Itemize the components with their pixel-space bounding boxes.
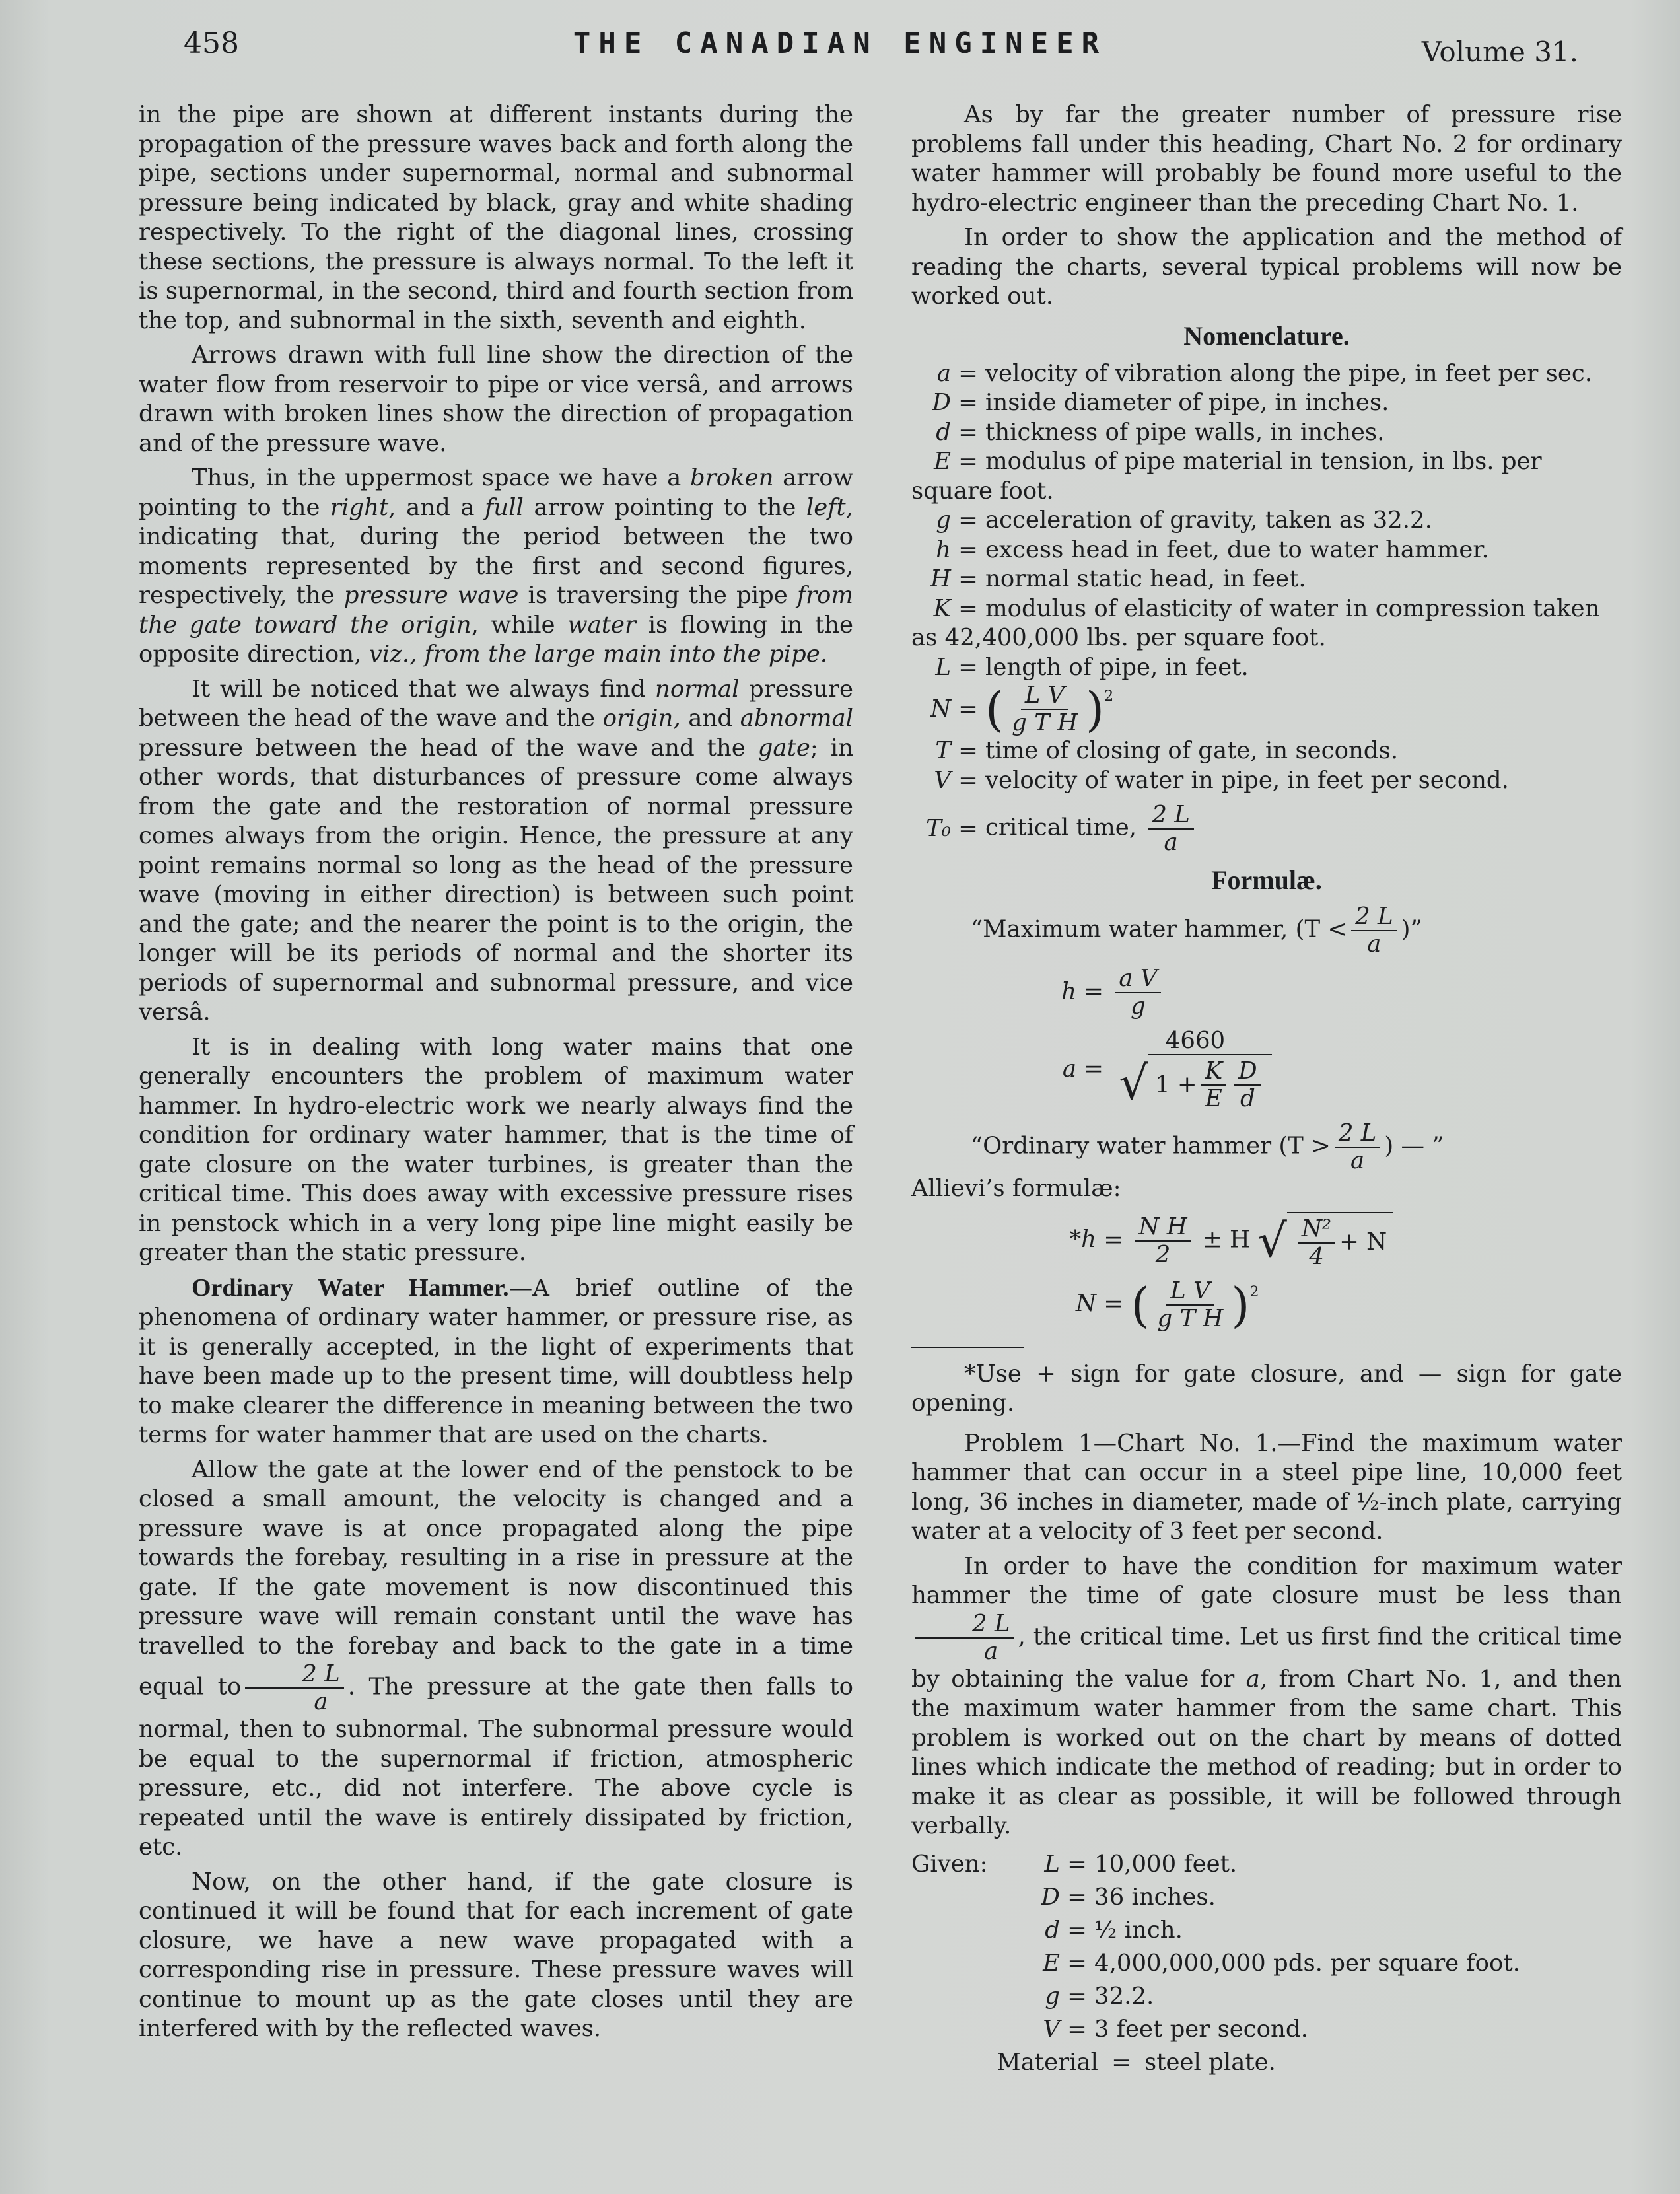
given-item: E = 4,000,000,000 pds. per square foot. (1043, 1949, 1520, 1977)
page-number: 458 (184, 26, 239, 60)
formula-h: h = $\frac{\text{a V}}{g}$ (911, 966, 1622, 1020)
page-header (0, 26, 1680, 86)
nomenclature-item: V = velocity of water in pipe, in feet per second. (934, 766, 1509, 794)
nomenclature-item: g = acceleration of gravity, taken as 32.2. (936, 507, 1432, 534)
fraction: $\frac{2 L}{a}$ (245, 1661, 343, 1715)
formula-a: a = 4660 √ 1 + $\frac{K}{E}$ $\frac{D}{d}$ (911, 1028, 1622, 1112)
nomenclature-item: H = normal static head, in feet. (930, 565, 1306, 592)
footnote: *Use + sign for gate closure, and — sign for gate opening. (911, 1360, 1622, 1417)
given-item: g = 32.2. (1045, 1982, 1154, 2010)
paragraph: Thus, in the uppermost space we have a broken arrow pointing to the right, and a full arrow pointing to the left, indicating that, during the period between the two moments represented by the first and second figures, respectively, the pressure wave is traversing the pipe from the gate toward the origin, while water is flowing in the opposite direction, viz., from the large main into the pipe. (139, 464, 854, 668)
max-hammer-condition: “Maximum water hammer, (T < $\frac{2 L}{a}$ )” (971, 903, 1422, 958)
section-heading: Ordinary Water Hammer. (192, 1273, 509, 1302)
paragraph: Arrows drawn with full line show the direction of the water flow from reservoir to pipe or vice versâ, and arrows drawn with broken lines show the direction of propagation and of the pressure wave. (139, 341, 853, 457)
formulae-heading: Formulæ. (1211, 865, 1322, 895)
given-item: V = 3 feet per second. (1043, 2015, 1308, 2043)
given-item: Given: L = 10,000 feet. (911, 1850, 1238, 1878)
left-column (139, 100, 853, 2049)
paragraph: in the pipe are shown at different instants during the propagation of the pressure waves back and forth along the pipe, sections under supernormal, normal and subnormal pressure being indicated by black, gray and white shading respectively. To the right of the diagonal lines, crossing these sections, the pressure is always normal. To the left it is supernormal, in the second, third and fourth section from the top, and subnormal in the sixth, seventh and eighth. (139, 101, 853, 334)
paragraph: It is in dealing with long water mains that one generally encounters the problem of maximum water hammer. In hydro-electric work we nearly always find the condition for ordinary water hammer, that is the time of gate closure on the water turbines, is greater than the critical time. This does away with excessive pressure rises in penstock which in a very long pipe line might easily be greater than the static pressure. (139, 1033, 853, 1266)
nomenclature-item-T0: T₀ = critical time, $\frac{2 L}{a}$ (911, 802, 1622, 856)
nomenclature-item-N: N = ( $\frac{\text{L V}}{\text{g T H}}$ )$^2$ (930, 682, 1114, 737)
formula-N: N = ( $\frac{\text{L V}}{\text{g T H}}$ )$^2$ (1075, 1277, 1259, 1333)
formula-allievi: *h = $\frac{\text{N H}}{2}$ ± H √ $\frac{\text{N²}}{4}$ + N (911, 1212, 1622, 1270)
footnote-rule (911, 1347, 1024, 1348)
nomenclature-item: d = thickness of pipe walls, in inches. (936, 418, 1385, 446)
given-item: D = 36 inches. (1041, 1883, 1216, 1911)
nomenclature-item: L = length of pipe, in feet. (935, 653, 1249, 681)
paragraph: In order to show the application and the method of reading the charts, several typical problems will now be worked out. (911, 224, 1622, 310)
given-item-material: Material = steel plate. (997, 2048, 1276, 2076)
nomenclature-item: h = excess head in feet, due to water hammer. (936, 536, 1489, 563)
paragraph: In order to have the condition for maximum water hammer the time of gate closure must be less than $\frac{2 L}{a}$ , the critical time. Let us first find the critical time by obtaining the value for a, from Chart No. 1, and then the maximum water hammer from the same chart. This problem is worked out on the chart by means of dotted lines which indicate the method of reading; but in order to make it as clear as possible, it will be followed through verbally. (911, 1552, 1622, 1839)
nomenclature-continuation: square foot. (911, 477, 1054, 505)
nomenclature-continuation: as 42,400,000 lbs. per square foot. (911, 624, 1326, 651)
nomenclature-item: K = modulus of elasticity of water in compression taken (933, 594, 1600, 622)
ordinary-hammer-condition: “Ordinary water hammer (T > $\frac{2 L}{a}$ ) — ” (971, 1119, 1444, 1174)
nomenclature-item: T = time of closing of gate, in seconds. (935, 737, 1399, 764)
volume-label: Volume 31. (1421, 36, 1578, 68)
nomenclature-item: a = velocity of vibration along the pipe, in feet per sec. (936, 359, 1592, 387)
nomenclature-item: D = inside diameter of pipe, in inches. (932, 389, 1389, 416)
nomenclature-heading: Nomenclature. (1183, 320, 1350, 351)
paragraph: Allow the gate at the lower end of the penstock to be closed a small amount, the velocity is changed and a pressure wave is at once propagated along the pipe towards the forebay, resulting in a rise in pressure at the gate. If the gate movement is now discontinued this pressure wave will remain constant until the wave has travelled to the forebay and back to the gate in a time equal to $\frac{2 L}{a}$ . The pressure at the gate then falls to normal, then to subnormal. The subnormal pressure would be equal to the supernormal if friction, atmospheric pressure, etc., did not interfere. The above cycle is repeated until the wave is entirely dissipated by friction, etc. (139, 1456, 853, 1860)
paragraph: It will be noticed that we always find normal pressure between the head of the wave and the origin, and abnormal pressure between the head of the wave and the gate; in other words, that disturbances of pressure come always from the gate and the restoration of normal pressure comes always from the origin. Hence, the pressure at any point remains normal so long as the head of the pressure wave (moving in either direction) is between such point and the gate; and the nearer the point is to the origin, the longer will be its periods of normal and the shorter its periods of supernormal and subnormal pressure, and vice versâ. (139, 675, 853, 1026)
allievi-label: Allievi’s formulæ: (911, 1175, 1121, 1202)
paragraph: As by far the greater number of pressure rise problems fall under this heading, Chart No. 2 for ordinary water hammer will probably be found more useful to the hydro-electric engineer than the preceding Chart No. 1. (911, 101, 1622, 217)
paragraph: Now, on the other hand, if the gate closure is continued it will be found that for each increment of gate closure, we have a new wave propagated with a corresponding rise in pressure. These pressure waves will continue to mount up as the gate closes until they are interfered with by the reflected waves. (139, 1868, 853, 2042)
journal-title: THE CANADIAN ENGINEER (573, 26, 1107, 60)
given-item: d = ½ inch. (1045, 1916, 1183, 1944)
paragraph: Problem 1—Chart No. 1.—Find the maximum water hammer that can occur in a steel pipe line, 10,000 feet long, 36 inches in diameter, made of ½-inch plate, carrying water at a velocity of 3 feet per second. (911, 1429, 1622, 1545)
right-column (911, 100, 1622, 2079)
nomenclature-item: E = modulus of pipe material in tension, in lbs. per (934, 448, 1542, 475)
given-list (911, 1848, 1622, 2079)
paragraph: Ordinary Water Hammer.—A brief outline of the phenomena of ordinary water hammer, or pressure rise, as it is generally accepted, in the light of experiments that have been made up to the present time, will doubtless help to make clearer the difference in meaning between the two terms for water hammer that are used on the charts. (139, 1273, 853, 1448)
nomenclature-list (911, 359, 1622, 857)
